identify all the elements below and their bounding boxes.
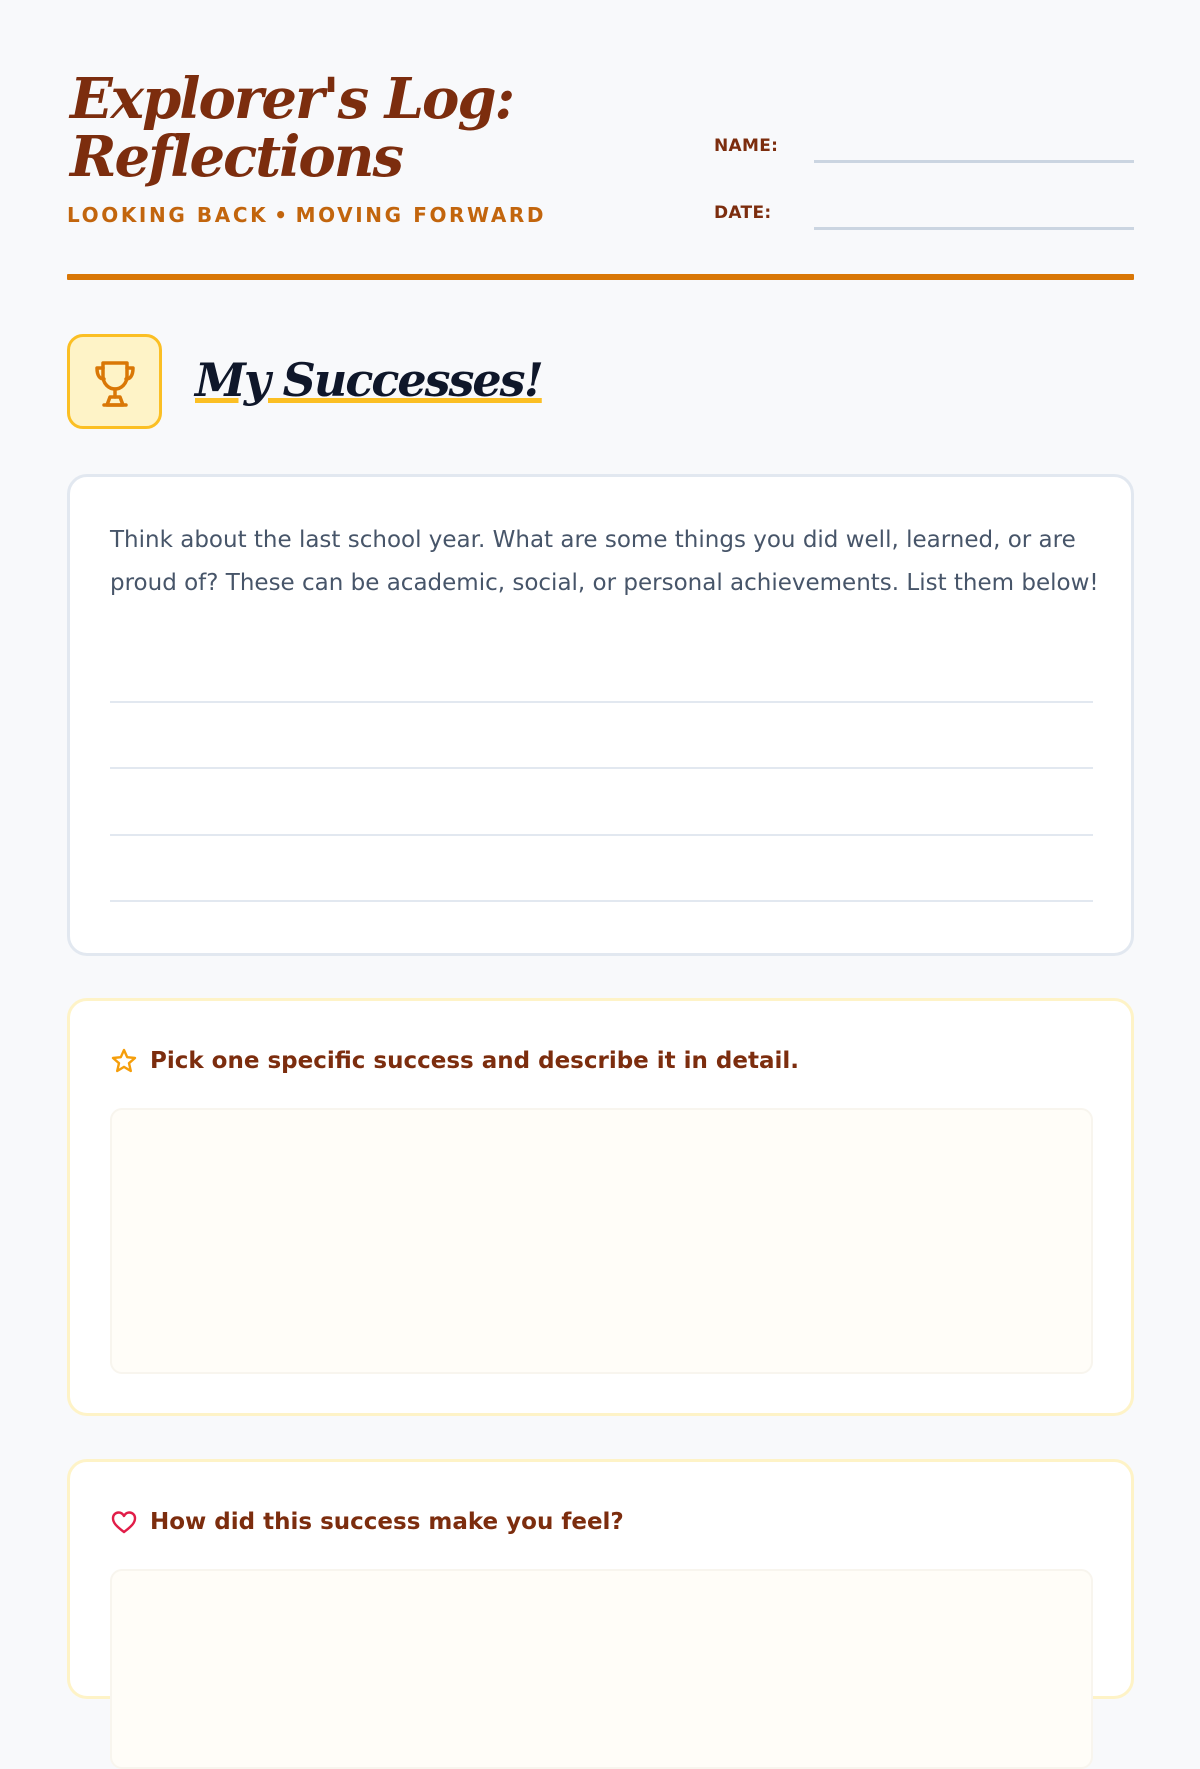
specific-success-card [67, 998, 1134, 1416]
successes-list-card [67, 474, 1134, 956]
feeling-card [67, 1459, 1134, 1699]
writing-line-3[interactable] [110, 834, 1093, 836]
section-heading [67, 334, 1134, 434]
writing-line-4[interactable] [110, 900, 1093, 902]
writing-line-1[interactable] [110, 701, 1093, 703]
worksheet-title [70, 66, 514, 190]
trophy-badge [67, 334, 162, 429]
date-input-line[interactable] [814, 227, 1134, 230]
header-divider [67, 274, 1134, 280]
tagline [67, 203, 546, 227]
successes-prompt: Think about the last school year. What are some things you did well, learned, or are proud of? These can be academic, social, or personal achievements. List them below! [110, 527, 1099, 596]
date-label: DATE: [714, 203, 772, 223]
name-label: NAME: [714, 136, 779, 156]
worksheet-header [67, 0, 1134, 282]
star-icon [110, 1047, 138, 1075]
writing-line-2[interactable] [110, 767, 1093, 769]
trophy-icon [92, 359, 138, 409]
feeling-label: How did this success make you feel? [150, 1509, 624, 1535]
specific-success-answer[interactable] [110, 1108, 1093, 1374]
worksheet-page [67, 0, 1134, 1535]
heart-icon [110, 1508, 138, 1536]
tagline-right: MOVING FORWARD [295, 203, 547, 227]
date-field [714, 197, 1134, 237]
tagline-left: LOOKING BACK [67, 203, 269, 227]
feeling-answer[interactable] [110, 1569, 1093, 1769]
name-input-line[interactable] [814, 160, 1134, 163]
name-field [714, 130, 1134, 170]
specific-success-label: Pick one specific success and describe it in detail. [150, 1048, 800, 1074]
title-line-1: Explorer's Log: [70, 66, 514, 132]
tagline-dot: • [274, 203, 290, 227]
section-title: My Successes! [195, 353, 542, 407]
title-line-2: Reflections [70, 124, 402, 190]
